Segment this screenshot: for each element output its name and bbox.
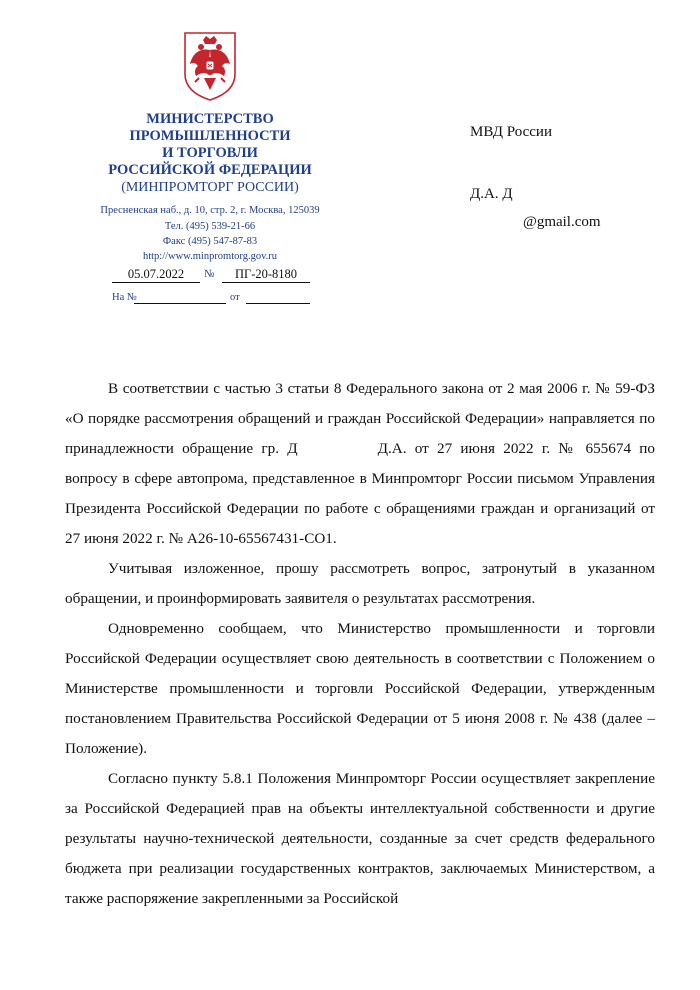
ministry-name-line: И ТОРГОВЛИ — [162, 145, 258, 161]
recipient-email: @gmail.com — [523, 214, 601, 230]
registration-row — [112, 267, 312, 283]
reference-label: На № — [112, 292, 137, 303]
recipient-org: МВД России — [470, 124, 552, 140]
phone-text: Тел. (495) 539-21-66 — [164, 221, 256, 232]
letter-body — [65, 374, 655, 914]
address-text: Пресненская наб., д. 10, стр. 2, г. Москва, 125039 — [100, 205, 320, 216]
reference-from-label: от — [230, 292, 240, 303]
reference-row — [112, 292, 312, 306]
coat-of-arms-icon — [181, 30, 239, 102]
body-paragraph: Одновременно сообщаем, что Министерство промышленности и торговли Российской Федерации осуществляет свою деятельность в соответствии с Положением о Министерстве промышленности и торговли Российской Федерации, утвержденным постановлением Правительства Российской Федерации от 5 июня 2008 г. № 438 (далее – Положение). — [65, 620, 655, 757]
paragraph-text: В соответствии с частью 3 статьи 8 Федерального закона от 2 мая 2006 г. № 59-ФЗ «О порядке рассмотрения обращений и граждан Российской Федерации» направляется по принадлежности обращение гр. Д — [65, 380, 655, 457]
ministry-address — [80, 203, 340, 218]
registration-number: ПГ-20-8180 — [222, 267, 310, 283]
ministry-name-line: РОССИЙСКОЙ ФЕДЕРАЦИИ — [108, 162, 312, 178]
reference-number-line — [134, 303, 226, 304]
ministry-short-name: (МИНПРОМТОРГ РОССИИ) — [121, 180, 299, 195]
ministry-name-line: ПРОМЫШЛЕННОСТИ — [129, 128, 291, 144]
paragraph-text: Д.А. от 27 июня 2022 г. № 655674 по вопросу в сфере автопрома, представленное в Минпромторг России письмом Управления Президента Российской Федерации по работе с обращениями граждан и организаций от 27 июня 2022 г. № А26-10-65567431-СО1. — [65, 440, 655, 547]
fax-text: Факс (495) 547-87-83 — [162, 236, 258, 247]
ministry-name-line: МИНИСТЕРСТВО — [146, 111, 274, 127]
body-paragraph — [65, 374, 655, 554]
reference-date-line — [246, 303, 310, 304]
ministry-name — [80, 111, 340, 179]
body-paragraph: Учитывая изложенное, прошу рассмотреть вопрос, затронутый в указанном обращении, и проинформировать заявителя о результатах рассмотрения. — [65, 560, 655, 607]
body-paragraph: Согласно пункту 5.8.1 Положения Минпромторг России осуществляет закрепление за Российской Федерацией прав на объекты интеллектуальной собственности и другие результаты научно-технической деятельности, созданные за счет средств федерального бюджета при реализации государственных контрактов, заключаемых Министерством, а также распоряжение закрепленными за Российской — [65, 770, 655, 907]
registration-date: 05.07.2022 — [112, 267, 200, 283]
website-link[interactable]: http://www.minpromtorg.gov.ru — [142, 251, 278, 262]
registration-number-label: № — [204, 268, 215, 280]
recipient-name: Д.А. Д — [470, 186, 513, 202]
ministry-contacts — [80, 219, 340, 264]
